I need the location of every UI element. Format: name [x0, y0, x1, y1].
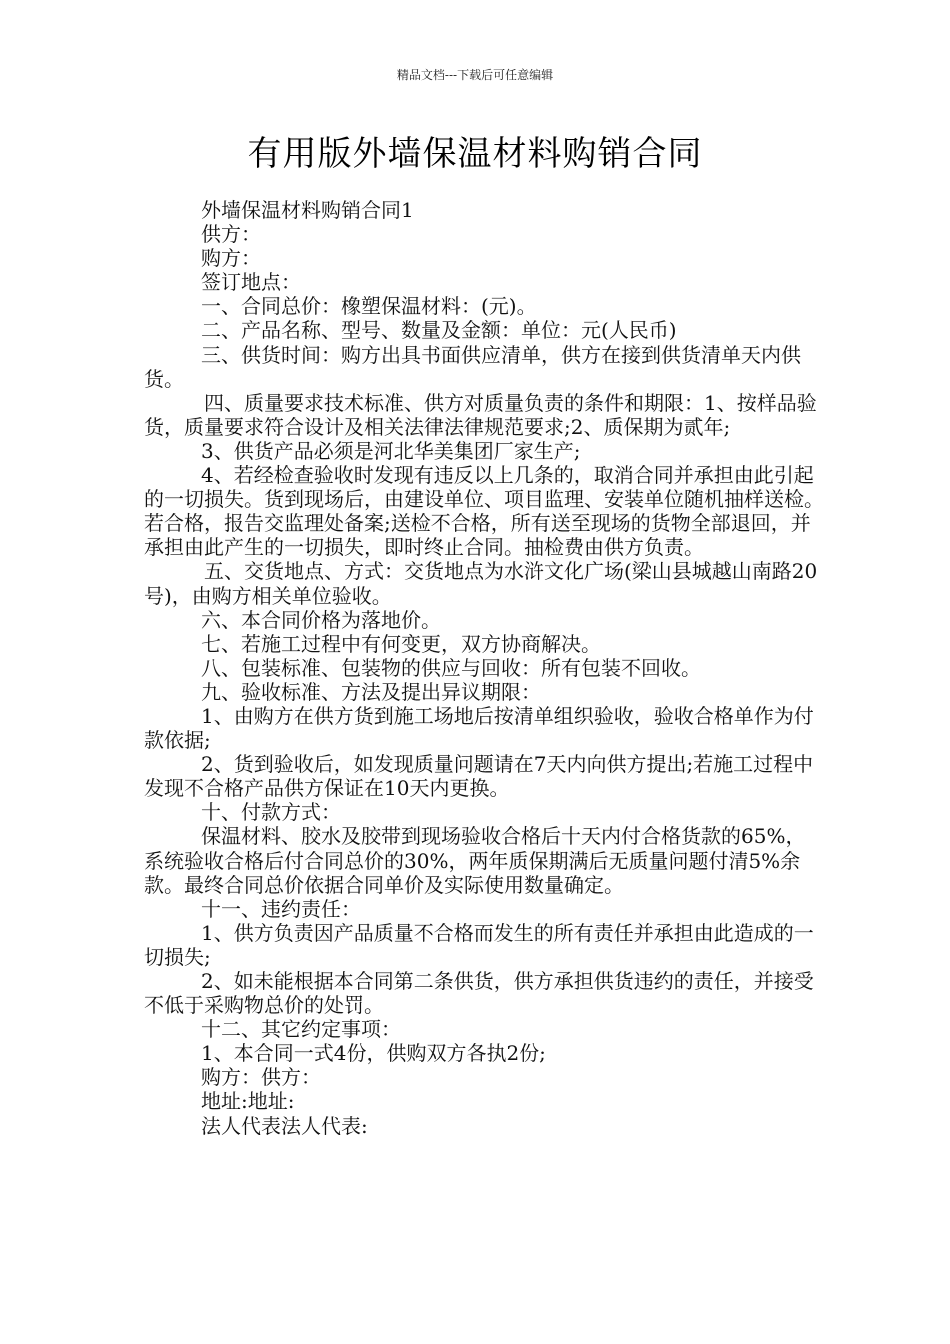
paragraph-clause-4-3: 3、供货产品必须是河北华美集团厂家生产;: [201, 438, 581, 463]
paragraph-clause-6: 六、本合同价格为落地价。: [201, 607, 441, 632]
paragraph-clause-12-1: 1、本合同一式4份，供购双方各执2份;: [201, 1041, 546, 1066]
paragraph-clause-2: 二、产品名称、型号、数量及金额：单位：元(人民币): [201, 318, 677, 343]
paragraph-clause-10-body: 保温材料、胶水及胶带到现场验收合格后十天内付合格货款的65%，系统验收合格后付合同总价的30%，两年质保期满后无质量问题付清5%余款。最终合同总价依据合同单价及实际使用数量确定。: [144, 824, 806, 897]
paragraph-clause-4: 四、质量要求技术标准、供方对质量负责的条件和期限：1、按样品验货，质量要求符合设计及相关法律法律规范要求;2、质保期为贰年;: [144, 390, 817, 439]
paragraph-signature-parties: 购方：供方：: [201, 1065, 321, 1090]
paragraph-clause-4-4: 4、若经检查验收时发现有违反以上几条的，取消合同并承担由此引起的一切损失。货到现场后，由建设单位、项目监理、安装单位随机抽样送检。若合格，报告交监理处备案;送检不合格，所有送至现场的货物全部退回，并承担由此产生的一切损失，即时终止合同。抽检费由供方负责。: [144, 463, 824, 560]
paragraph-signature-address: 地址:地址:: [201, 1089, 295, 1114]
paragraph-subtitle: 外墙保温材料购销合同1: [201, 198, 414, 222]
paragraph-clause-11-2: 2、如未能根据本合同第二条供货，供方承担供货违约的责任，并接受不低于采购物总价的处罚。: [144, 969, 814, 1018]
paragraph-clause-9: 九、验收标准、方法及提出异议期限：: [201, 679, 541, 704]
paragraph-clause-9-2: 2、货到验收后，如发现质量问题请在7天内向供方提出;若施工过程中发现不合格产品供方保证在10天内更换。: [144, 752, 814, 801]
paragraph-clause-11: 十一、违约责任：: [201, 896, 361, 921]
paragraph-clause-5: 五、交货地点、方式：交货地点为水浒文化广场(梁山县城越山南路20号)，由购方相关单位验收。: [144, 559, 818, 608]
document-title: 有用版外墙保温材料购销合同: [247, 134, 703, 174]
paragraph-clause-12: 十二、其它约定事项：: [201, 1017, 401, 1042]
paragraph-clause-3: 三、供货时间：购方出具书面供应清单，供方在接到供货清单天内供货。: [144, 342, 801, 391]
paragraph-clause-8: 八、包装标准、包装物的供应与回收：所有包装不回收。: [201, 655, 701, 680]
paragraph-location: 签订地点：: [201, 270, 301, 295]
paragraph-clause-9-1: 1、由购方在供方货到施工场地后按清单组织验收，验收合格单作为付款依据;: [144, 703, 814, 753]
paragraph-clause-11-1: 1、供方负责因产品质量不合格而发生的所有责任并承担由此造成的一切损失;: [144, 920, 814, 969]
paragraph-clause-10: 十、付款方式：: [201, 800, 341, 825]
paragraph-signature-representative: 法人代表法人代表:: [201, 1113, 368, 1138]
paragraph-clause-7: 七、若施工过程中有何变更，双方协商解决。: [201, 631, 601, 656]
page-header: 精品文档---下载后可任意编辑: [396, 68, 554, 82]
contract-body: [144, 198, 824, 1138]
paragraph-supplier: 供方：: [201, 222, 261, 247]
paragraph-clause-1: 一、合同总价：橡塑保温材料：(元)。: [201, 294, 537, 319]
paragraph-buyer: 购方：: [201, 246, 261, 271]
